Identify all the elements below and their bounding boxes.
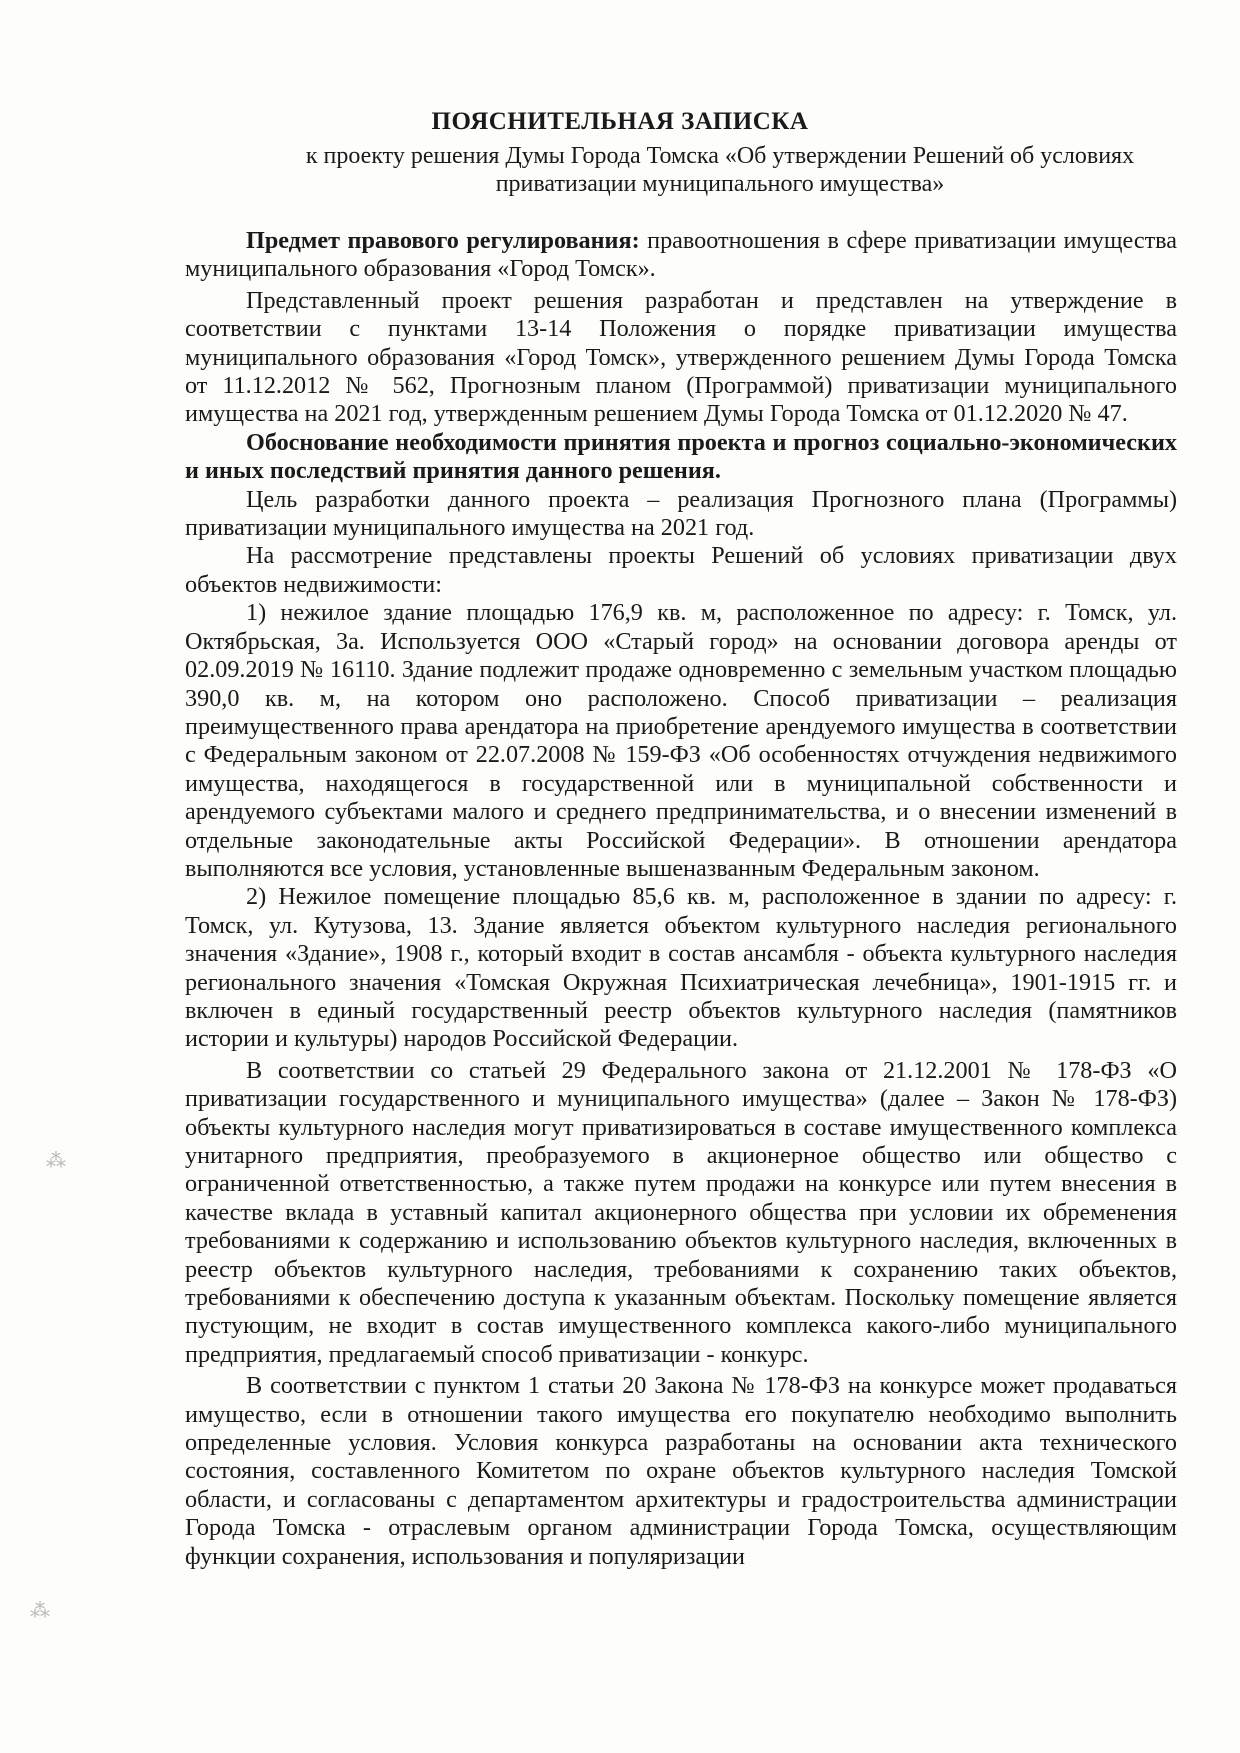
justification-heading: Обоснование необходимости принятия проекта и прогноз социально-экономических и иных последствий принятия данного решения. (185, 428, 1177, 485)
scan-artifact: ⁂ (46, 1150, 66, 1172)
paragraph-article-20: В соответствии с пунктом 1 статьи 20 Закона № 178-ФЗ на конкурсе может продаваться имущество, если в отношении такого имущества его покупателю необходимо выполнить определенные условия. Условия конкурса разработаны на основании акта технического состояния, составленного Комитетом по охране объектов культурного наследия Томской области, и согласованы с департаментом архитектуры и градостроительства администрации Города Томска - отраслевым органом администрации Города Томска, осуществляющим функции сохранения, использования и популяризации (185, 1372, 1177, 1570)
paragraph-justification-heading (185, 429, 1177, 486)
paragraph-article-29: В соответствии со статьей 29 Федерального закона от 21.12.2001 № 178-ФЗ «О приватизации государственного и муниципального имущества» (далее – Закон № 178-ФЗ) объекты культурного наследия могут приватизироваться в составе имущественного комплекса унитарного предприятия, преобразуемого в акционерное общество или общество с ограниченной ответственностью, а также путем продажи на конкурсе или путем внесения в качестве вклада в уставный капитал акционерного общества при условии их обременения требованиями к содержанию и использованию объектов культурного наследия, включенных в реестр объектов культурного наследия, требованиями к сохранению таких объектов, требованиями к обеспечению доступа к указанным объектам. Поскольку помещение является пустующим, не входит в состав имущественного комплекса какого-либо муниципального предприятия, предлагаемый способ приватизации - конкурс. (185, 1056, 1177, 1368)
paragraph-subject (185, 227, 1177, 284)
paragraph-presented: Представленный проект решения разработан и представлен на утверждение в соответствии с пунктами 13-14 Положения о порядке приватизации имущества муниципального образования «Город Томск», утвержденного решением Думы Города Томска от 11.12.2012 № 562, Прогнозным планом (Программой) приватизации муниципального имущества на 2021 год, утвержденным решением Думы Города Томска от 01.12.2020 № 47. (185, 286, 1177, 428)
paragraph-review: На рассмотрение представлены проекты Решений об условиях приватизации двух объектов недвижимости: (185, 542, 1177, 598)
document-subtitle: к проекту решения Думы Города Томска «Об утверждении Решений об условиях приватизации муниципального имущества» (305, 143, 1135, 197)
paragraph-item-2: 2) Нежилое помещение площадью 85,6 кв. м, расположенное в здании по адресу: г. Томск, ул. Кутузова, 13. Здание является объектом культурного наследия регионального значения «Здание», 1908 г., который входит в состав ансамбля - объекта культурного наследия регионального значения «Томская Окружная Психиатрическая лечебница», 1901-1915 гг. и включен в единый государственный реестр объектов культурного наследия (памятников истории и культуры) народов Российской Федерации. (185, 883, 1177, 1053)
subject-text: правоотношения в сфере приватизации имущества муниципального образования «Город Томск». (185, 227, 1177, 283)
scan-artifact: ⁂ (30, 1600, 50, 1622)
document-title: ПОЯСНИТЕЛЬНАЯ ЗАПИСКА (431, 108, 809, 135)
document-body (185, 227, 1177, 1571)
paragraph-goal: Цель разработки данного проекта – реализация Прогнозного плана (Программы) приватизации муниципального имущества на 2021 год. (185, 485, 1177, 542)
subject-label: Предмет правового регулирования: (246, 227, 640, 254)
paragraph-item-1: 1) нежилое здание площадью 176,9 кв. м, расположенное по адресу: г. Томск, ул. Октябрьская, 3а. Используется ООО «Старый город» на основании договора аренды от 02.09.2019 № 16110. Здание подлежит продаже одновременно с земельным участком площадью 390,0 кв. м, на котором оно расположено. Способ приватизации – реализация преимущественного права арендатора на приобретение арендуемого имущества в соответствии с Федеральным законом от 22.07.2008 № 159-ФЗ «Об особенностях отчуждения недвижимого имущества, находящегося в государственной или в муниципальной собственности и арендуемого субъектами малого и среднего предпринимательства, и о внесении изменений в отдельные законодательные акты Российской Федерации». В отношении арендатора выполняются все условия, установленные вышеназванным Федеральным законом. (185, 599, 1177, 882)
